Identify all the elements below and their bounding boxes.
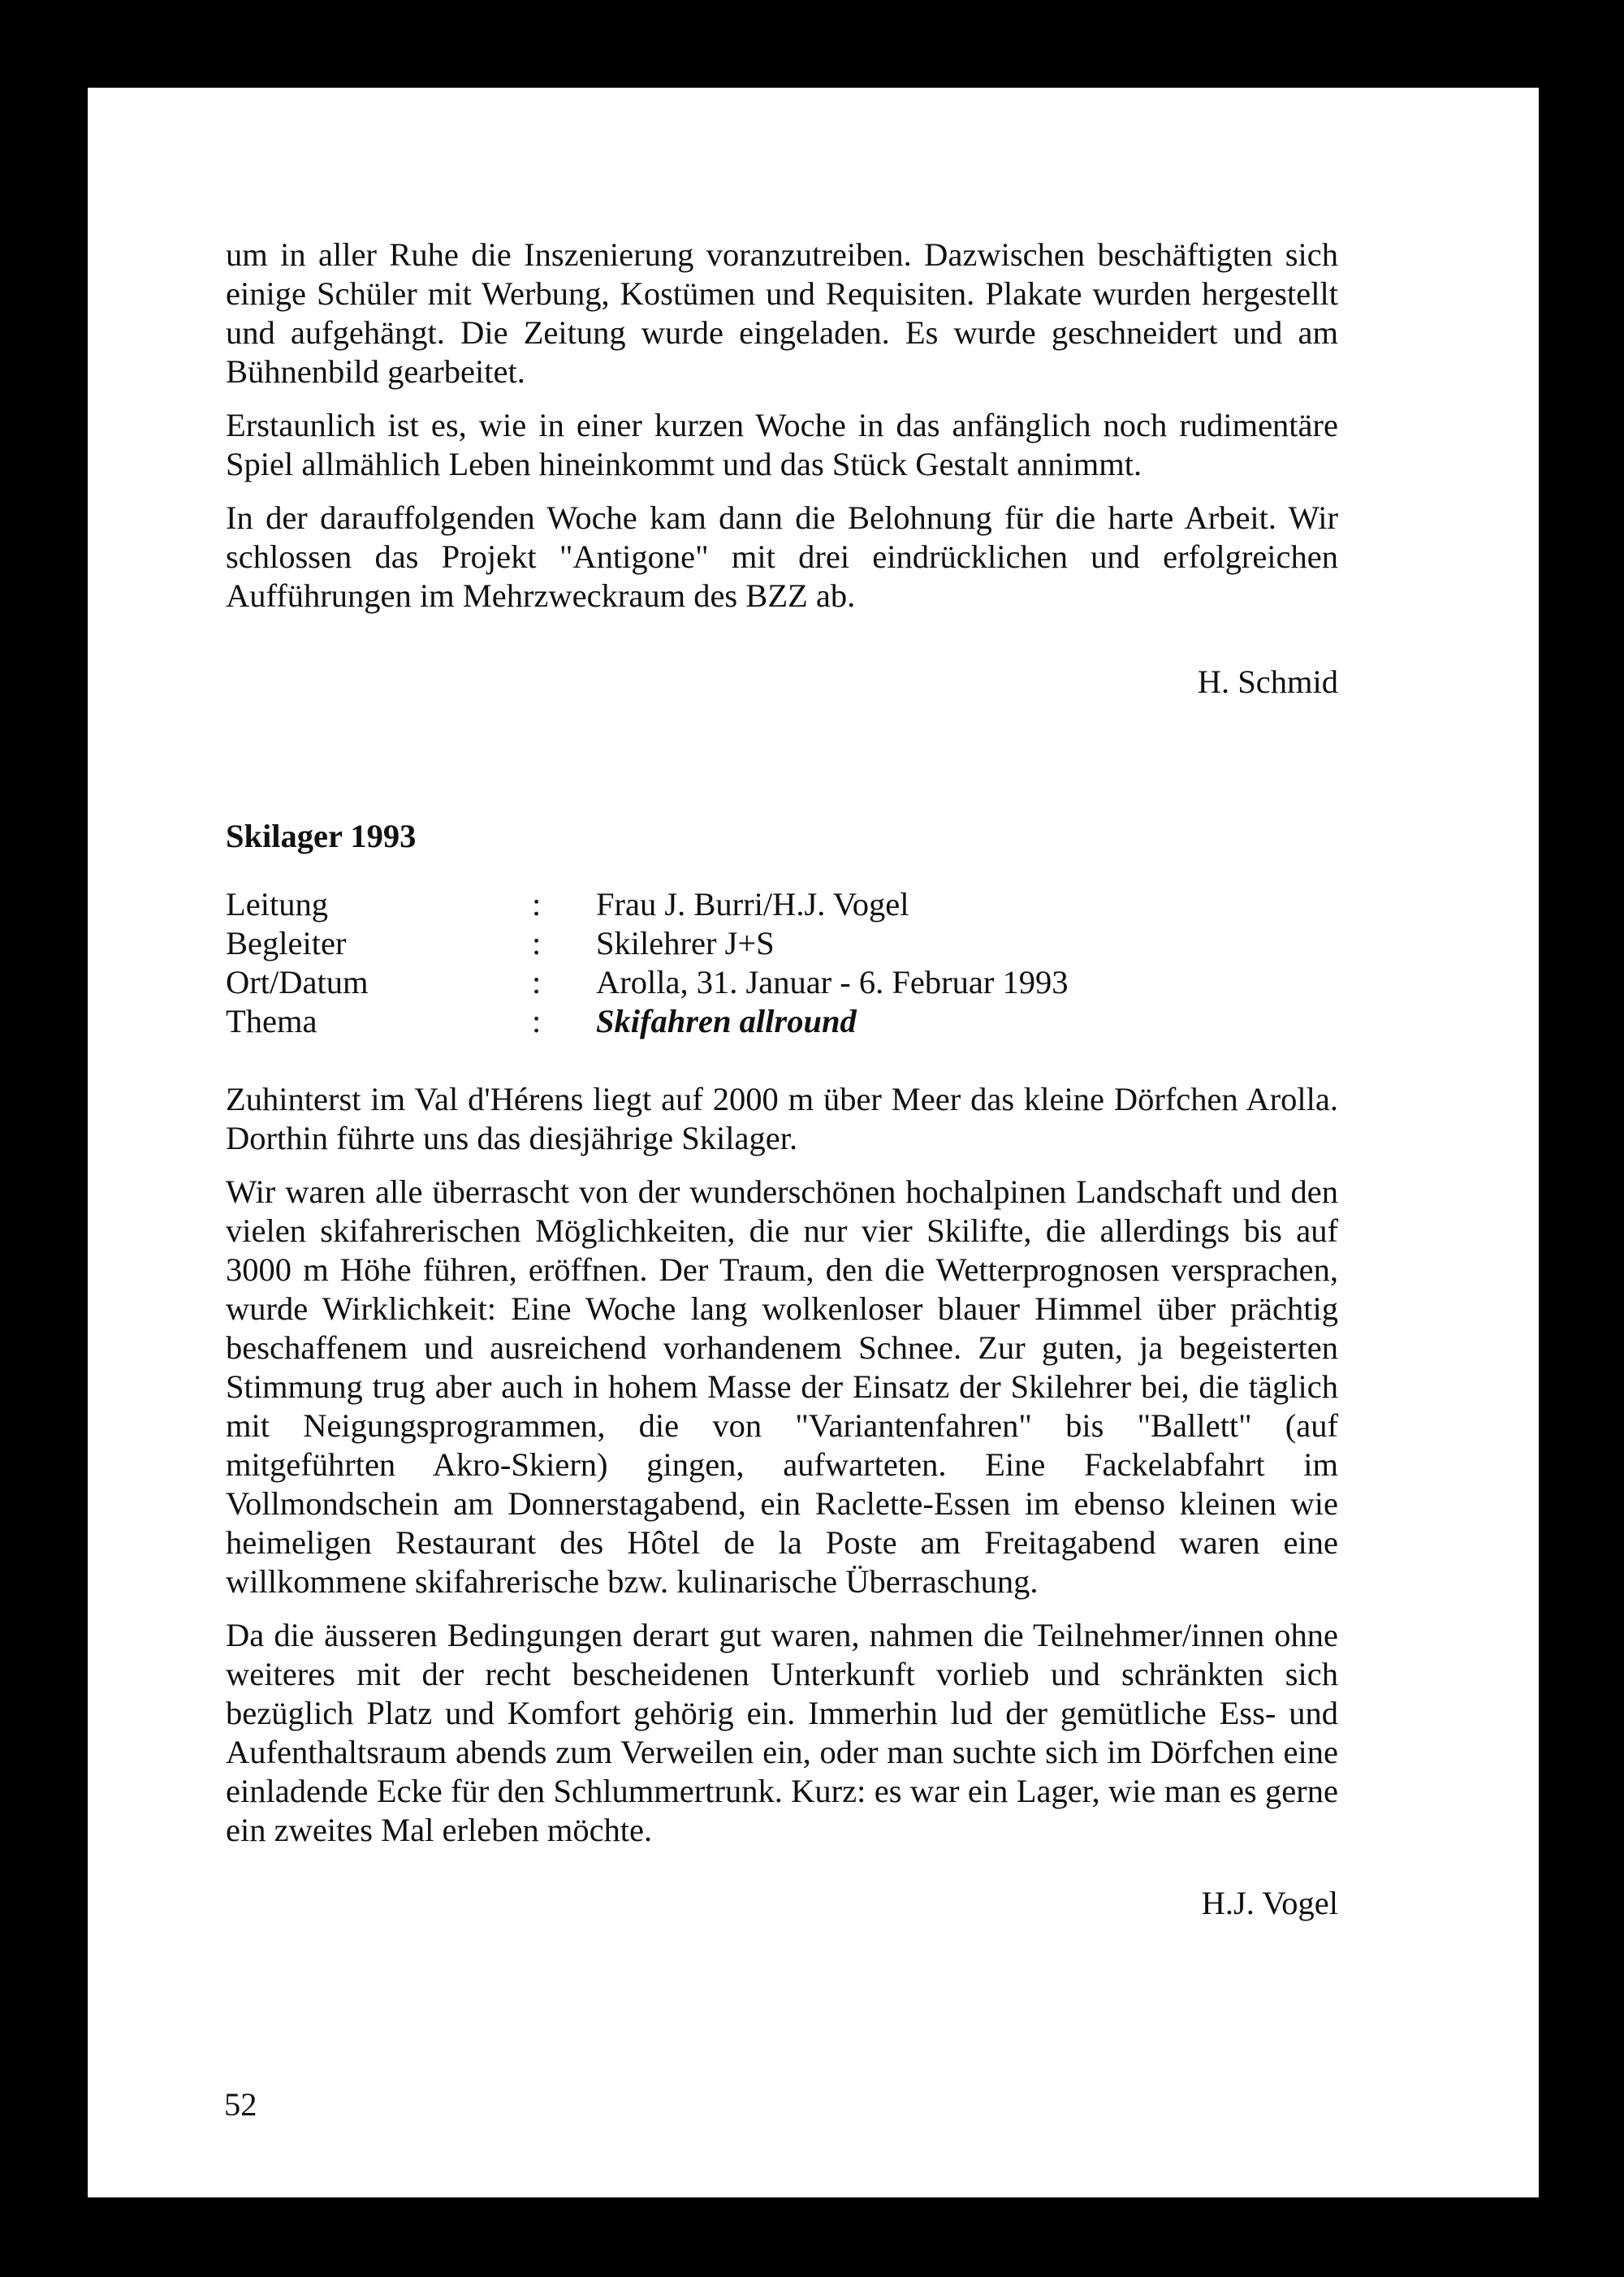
skilager-paragraph-2: Wir waren alle überrascht von der wunderschönen hochalpinen Landschaft und den vielen skifahrerischen Möglichkeiten, die nur vier Skilifte, die allerdings bis auf 3000 m Höhe führen, eröffnen. Der Traum, den die Wetterprognosen versprachen, wurde Wirklichkeit: Eine Woche lang wolkenloser blauer Himmel über prächtig beschaffenem und ausreichend vorhandenem Schnee. Zur guten, ja begeisterten Stimmung trug aber auch in hohem Masse der Einsatz der Skilehrer bei, die täglich mit Neigungsprogrammen, die von "Variantenfahren" bis "Ballett" (auf mitgeführten Akro-Skiern) gingen, aufwarteten. Eine Fackelabfahrt im Vollmondschein am Donnerstagabend, ein Raclette-Essen im ebenso kleinen wie heimeligen Restaurant des Hôtel de la Poste am Freitagabend waren eine willkommene skifahrerische bzw. kulinarische Überraschung. [226,1173,1338,1600]
section-heading-skilager: Skilager 1993 [226,818,417,854]
info-row-thema [226,1002,1068,1041]
info-value-theme: Skifahren allround [596,1003,857,1039]
page-content [226,235,1338,1923]
info-label: Ort/Datum [226,964,369,1000]
info-separator: : [532,964,542,1000]
info-value: Frau J. Burri/H.J. Vogel [596,886,909,922]
info-row-leitung [226,885,1068,924]
page-number: 52 [224,2086,257,2123]
intro-signature: H. Schmid [1197,663,1338,700]
intro-paragraph-1: um in aller Ruhe die Inszenierung voranzutreiben. Dazwischen beschäftigten sich einige Schüler mit Werbung, Kostümen und Requisiten. Plakate wurden hergestellt und aufgehängt. Die Zeitung wurde eingeladen. Es wurde geschneidert und am Bühnenbild gearbeitet. [226,236,1338,390]
info-separator: : [532,1003,542,1039]
info-row-ort-datum [226,963,1068,1002]
info-label: Thema [226,1003,317,1039]
info-label: Begleiter [226,925,347,961]
skilager-signature: H.J. Vogel [1201,1885,1338,1921]
intro-paragraph-2: Erstaunlich ist es, wie in einer kurzen Woche in das anfänglich noch rudimentäre Spiel allmählich Leben hineinkommt und das Stück Gestalt annimmt. [226,407,1338,482]
info-value: Skilehrer J+S [596,925,775,961]
info-row-begleiter [226,924,1068,963]
info-value: Arolla, 31. Januar - 6. Februar 1993 [596,964,1069,1000]
skilager-paragraph-1: Zuhinterst im Val d'Hérens liegt auf 2000 m über Meer das kleine Dörfchen Arolla. Dorthin führte uns das diesjährige Skilager. [226,1081,1338,1156]
skilager-paragraph-3: Da die äusseren Bedingungen derart gut waren, nahmen die Teilnehmer/innen ohne weiteres mit der recht bescheidenen Unterkunft vorlieb und schränkten sich bezüglich Platz und Komfort gehörig ein. Immerhin lud der gemütliche Ess- und Aufenthaltsraum abends zum Verweilen ein, oder man suchte sich im Dörfchen eine einladende Ecke für den Schlummertrunk. Kurz: es war ein Lager, wie man es gerne ein zweites Mal erleben möchte. [226,1617,1338,1848]
info-separator: : [532,886,542,922]
info-label: Leitung [226,886,328,922]
skilager-info-table [226,885,1068,1041]
info-separator: : [532,925,542,961]
intro-paragraph-3: In der darauffolgenden Woche kam dann die Belohnung für die harte Arbeit. Wir schlossen das Projekt "Antigone" mit drei eindrücklichen und erfolgreichen Aufführungen im Mehrzweckraum des BZZ ab. [226,499,1338,614]
